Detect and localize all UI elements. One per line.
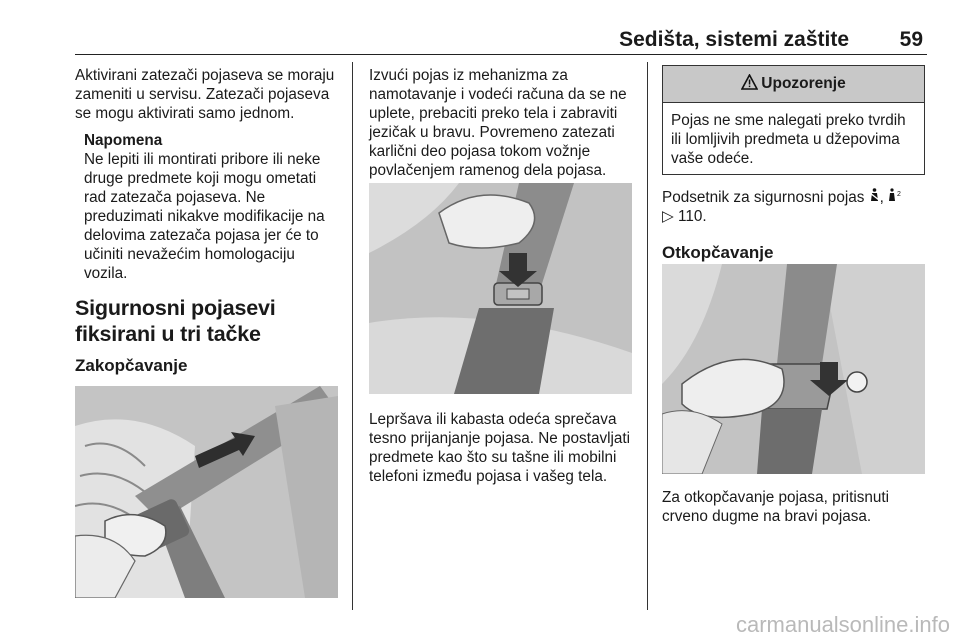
reminder-text: Podsetnik za sigurnosni pojas <box>662 189 865 206</box>
intro-paragraph: Aktivirani zatezači pojaseva se moraju zameniti u servisu. Zatezači pojaseva se mogu aktivirati samo jednom. <box>75 67 335 122</box>
svg-text:2: 2 <box>897 191 902 198</box>
subheading-buckling: Zakopčavanje <box>75 356 188 375</box>
note-label: Napomena <box>84 132 163 149</box>
warning-header <box>663 66 924 103</box>
page-ref-arrow-icon: ▷ <box>662 208 674 225</box>
seatbelt-reminder-icon <box>869 189 880 206</box>
reminder-page-ref: 110. <box>678 208 707 225</box>
buckle-instructions: Izvući pojas iz mehanizma za namotavanje i vodeći računa da se ne uplete, prebaciti preko tela i zabraviti jezičak u bravu. Povremeno zatezati karlični deo pojasa tokom vožnje povlačenjem ramenog dela pojasa. <box>369 67 627 179</box>
warning-title: Upozorenje <box>761 75 846 92</box>
column-3 <box>662 188 925 264</box>
subheading-unbuckling: Otkopčavanje <box>662 243 774 262</box>
reminder-paragraph: Podsetnik za sigurnosni pojas , 2 ▷ 110. <box>662 188 925 226</box>
rear-seatbelt-reminder-icon <box>888 189 904 206</box>
warning-triangle-icon <box>741 74 758 95</box>
note-text: Ne lepiti ili montirati pribore ili neke druge predmete koji mogu ometati rad zatezača pojaseva. Ne preduzimati nikakve modifikacije na delovima zatezača pojasa jer će to učiniti nevažećim homologaciju vozila. <box>84 151 325 282</box>
warning-box <box>662 65 925 175</box>
note-block <box>75 131 341 283</box>
buckling-illustration <box>75 386 338 598</box>
page-number: 59 <box>899 28 923 51</box>
watermark: carmanualsonline.info <box>735 612 950 637</box>
buckle-tongue-illustration <box>369 183 632 394</box>
clothing-warning-text: Lepršava ili kabasta odeća sprečava tesno prijanjanje pojasa. Ne postavljati predmete kao što su tašne ili mobilni telefoni između pojasa i vašeg tela. <box>369 411 631 485</box>
column-divider-2 <box>647 62 648 610</box>
section-heading: Sigurnosni pojasevi fiksirani u tri tačke <box>75 296 276 346</box>
section-title: Sedišta, sistemi zaštite <box>619 28 849 51</box>
column-3-lower <box>662 488 925 526</box>
page-header <box>75 22 927 55</box>
column-1 <box>75 66 341 377</box>
column-2-lower <box>369 410 635 486</box>
column-2 <box>369 66 635 180</box>
column-divider-1 <box>352 62 353 610</box>
warning-text: Pojas ne sme nalegati preko tvrdih ili lomljivih predmeta u džepovima vaše odeće. <box>671 112 906 167</box>
unbuckling-illustration <box>662 264 925 474</box>
unbuckle-instructions: Za otkopčavanje pojasa, pritisnuti crveno dugme na bravi pojasa. <box>662 489 890 525</box>
